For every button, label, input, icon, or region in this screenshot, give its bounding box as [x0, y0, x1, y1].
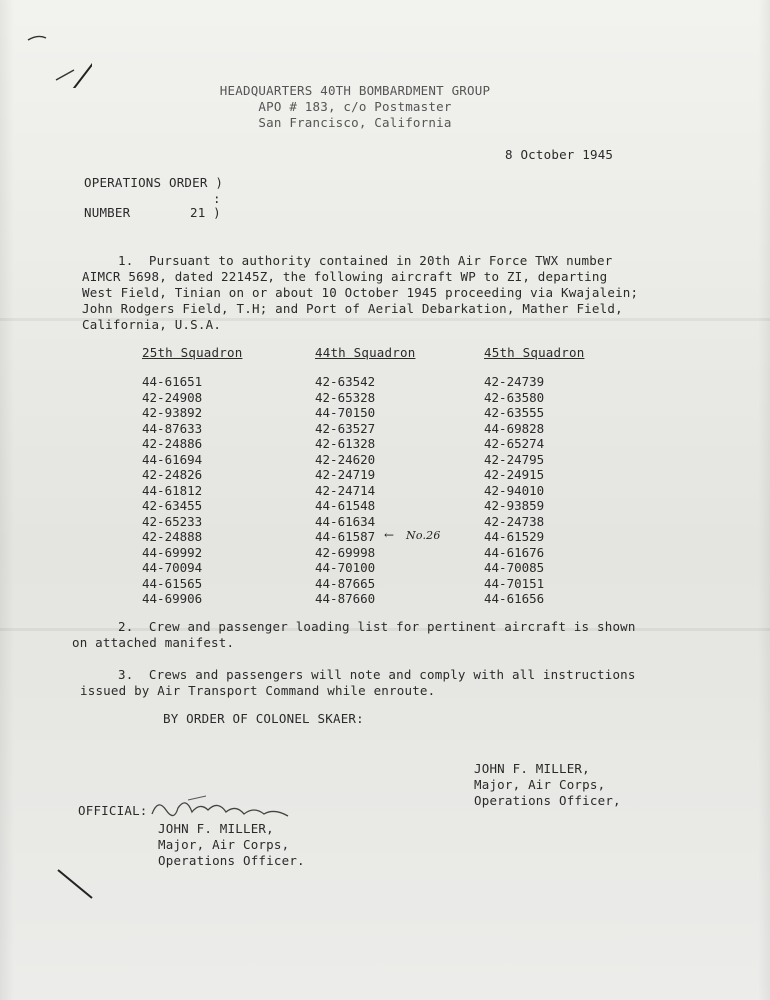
aircraft-serial: 44-70085	[484, 560, 545, 575]
signature-title: Operations Officer,	[474, 793, 621, 808]
aircraft-serial: 42-24719	[315, 467, 376, 482]
aircraft-serial: 42-63580	[484, 389, 545, 405]
aircraft-serial: 44-69828	[484, 420, 545, 436]
official-rank: Major, Air Corps,	[158, 837, 290, 852]
squadron-heading: 44th Squadron	[315, 345, 416, 360]
aircraft-serial: 44-69906	[142, 591, 203, 606]
aircraft-serial: 42-61328	[315, 436, 376, 451]
aircraft-serial: 42-24739	[484, 374, 545, 389]
official-title: Operations Officer.	[158, 853, 305, 868]
aircraft-serial: 42-63527	[315, 420, 376, 436]
header-line: APO # 183, c/o Postmaster	[258, 99, 452, 114]
handwritten-signature	[148, 792, 298, 824]
aircraft-serial: 42-94010	[484, 482, 545, 498]
aircraft-serial: 42-24795	[484, 451, 545, 467]
aircraft-serial: 44-61565	[142, 575, 203, 591]
aircraft-serial: 44-61651	[142, 374, 203, 389]
aircraft-serial: 44-87660	[315, 591, 376, 606]
aircraft-serial: 42-69998	[315, 544, 376, 560]
aircraft-serial: 42-63542	[315, 374, 376, 389]
aircraft-serial: 42-24886	[142, 436, 203, 451]
order-number-value: 21 )	[190, 205, 221, 220]
paragraph-1-line: California, U.S.A.	[82, 317, 222, 332]
paragraph-1-line: AIMCR 5698, dated 22145Z, the following aircraft WP to ZI, departing	[82, 269, 608, 284]
signature-rank: Major, Air Corps,	[474, 777, 606, 792]
aircraft-serial: 44-69992	[142, 544, 203, 560]
aircraft-serial: 42-65328	[315, 389, 376, 405]
handwritten-note: No.26	[406, 529, 441, 542]
aircraft-serial: 44-61548	[315, 498, 376, 513]
aircraft-serial: 42-93859	[484, 498, 545, 513]
paragraph-3-line: 3. Crews and passengers will note and comply with all instructions	[118, 667, 636, 682]
by-order-line: BY ORDER OF COLONEL SKAER:	[163, 711, 364, 726]
order-colon: :	[213, 191, 221, 206]
paragraph-2-line: on attached manifest.	[72, 635, 235, 650]
aircraft-serial: 44-70100	[315, 560, 376, 575]
squadron-column	[142, 346, 242, 607]
squadron-column	[484, 346, 584, 607]
aircraft-serial: 42-63555	[484, 405, 545, 420]
aircraft-serial: 44-61529	[484, 529, 545, 544]
official-name: JOHN F. MILLER,	[158, 821, 274, 836]
handwritten-arrow: ←	[384, 528, 395, 542]
paragraph-3-line: issued by Air Transport Command while enroute.	[80, 683, 436, 698]
aircraft-serial: 42-63455	[142, 498, 203, 513]
aircraft-serial: 42-24888	[142, 529, 203, 544]
aircraft-serial: 44-87633	[142, 420, 203, 436]
aircraft-serial: 44-70150	[315, 405, 376, 420]
paragraph-1-line: West Field, Tinian on or about 10 October 1945 proceeding via Kwajalein;	[82, 285, 639, 300]
aircraft-serial: 42-65233	[142, 513, 203, 529]
aircraft-serial: 44-70094	[142, 560, 203, 575]
squadron-heading: 45th Squadron	[484, 345, 585, 360]
order-title: OPERATIONS ORDER )	[84, 175, 224, 190]
header-line: HEADQUARTERS 40TH BOMBARDMENT GROUP	[219, 83, 491, 98]
paragraph-1-line: John Rodgers Field, T.H; and Port of Aerial Debarkation, Mather Field,	[82, 301, 623, 316]
aircraft-serial: 44-61656	[484, 591, 545, 606]
aircraft-serial: 44-87665	[315, 575, 376, 591]
aircraft-serial: 42-24714	[315, 482, 376, 498]
paragraph-1-line: 1. Pursuant to authority contained in 20th Air Force TWX number	[118, 253, 613, 268]
pen-mark	[22, 28, 92, 88]
official-label: OFFICIAL:	[78, 803, 148, 818]
signature-name: JOHN F. MILLER,	[474, 761, 590, 776]
aircraft-serial: 44-70151	[484, 575, 545, 591]
aircraft-serial: 42-24738	[484, 513, 545, 529]
header-line: San Francisco, California	[258, 115, 452, 130]
aircraft-serial: 42-65274	[484, 436, 545, 451]
squadron-heading: 25th Squadron	[142, 345, 243, 360]
aircraft-serial: 42-24908	[142, 389, 203, 405]
aircraft-serial: 42-24915	[484, 467, 545, 482]
order-number-label: NUMBER	[84, 205, 131, 220]
document-date: 8 October 1945	[505, 147, 614, 162]
paragraph-2-line: 2. Crew and passenger loading list for pertinent aircraft is shown	[118, 619, 636, 634]
aircraft-serial: 44-61812	[142, 482, 203, 498]
aircraft-serial: 42-24620	[315, 451, 376, 467]
pen-mark	[54, 866, 104, 906]
aircraft-serial: 42-93892	[142, 405, 203, 420]
aircraft-serial: 44-61587	[315, 529, 376, 544]
aircraft-serial: 44-61634	[315, 513, 376, 529]
aircraft-serial: 44-61676	[484, 544, 545, 560]
aircraft-serial: 42-24826	[142, 467, 203, 482]
aircraft-serial: 44-61694	[142, 451, 203, 467]
squadron-column	[315, 346, 415, 607]
